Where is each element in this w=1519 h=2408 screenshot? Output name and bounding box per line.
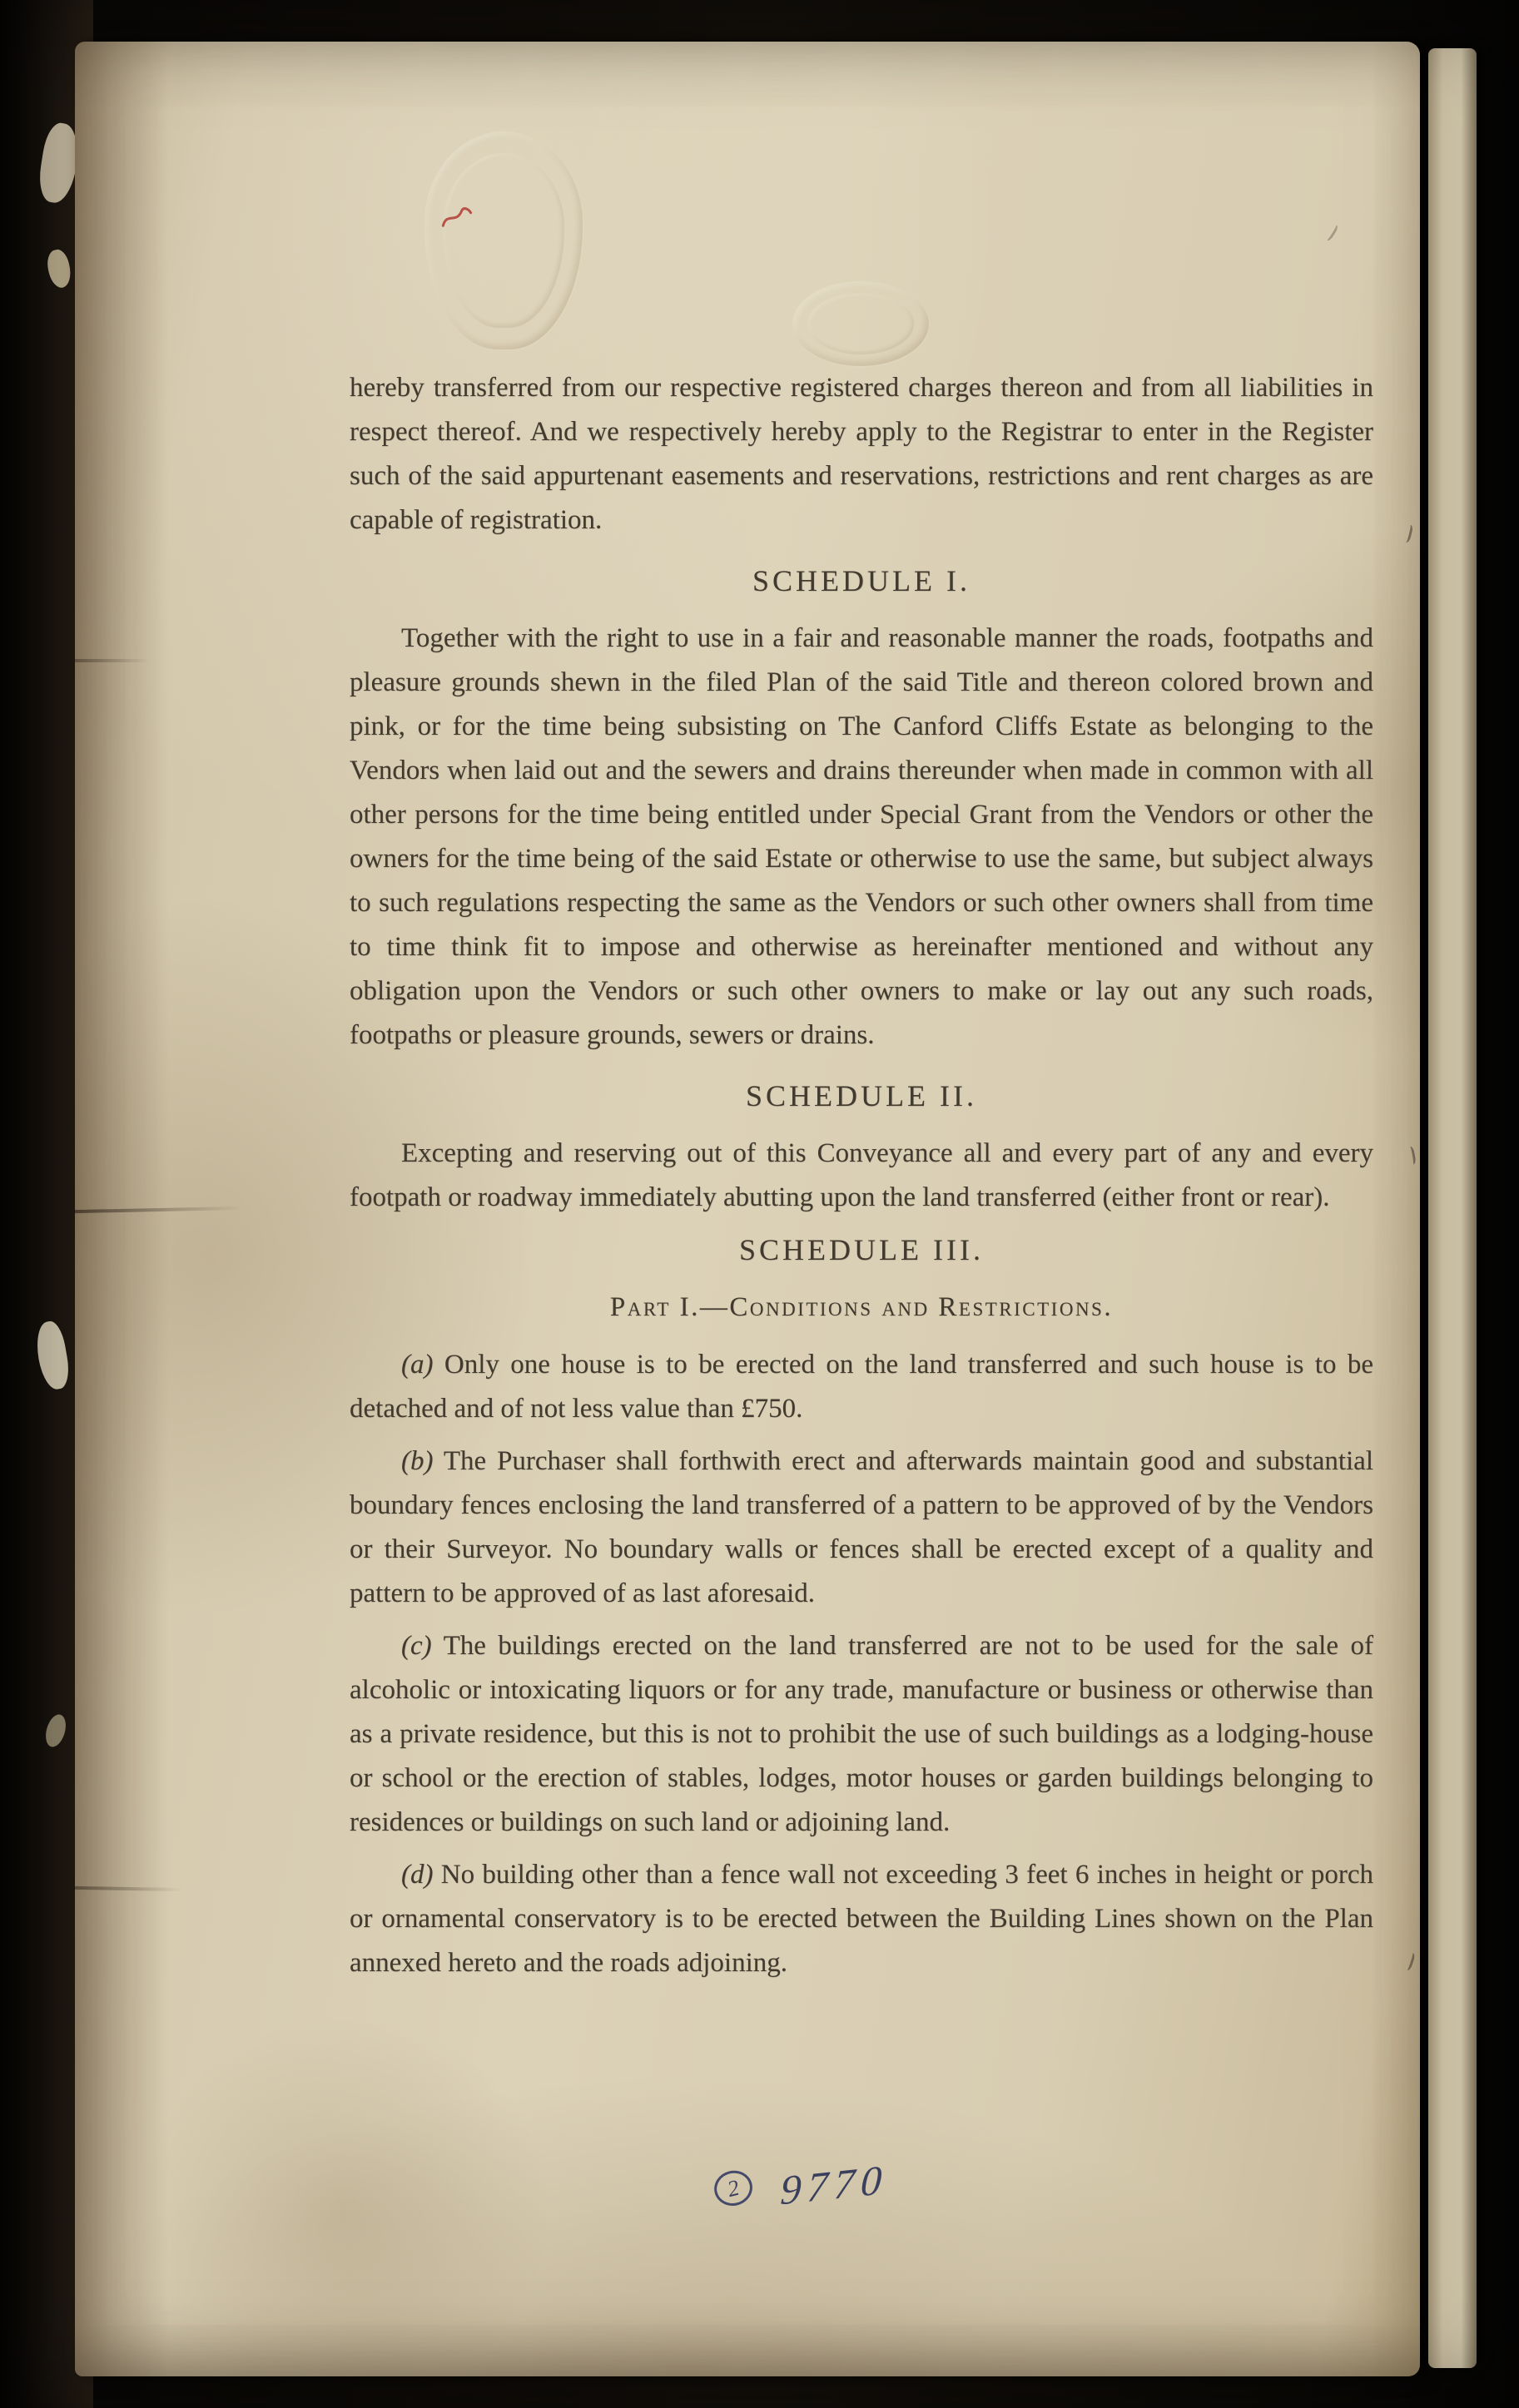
schedule-i-body: Together with the right to use in a fair and reasonable manner the roads, footpaths and pleasure grounds shewn in the filed Plan of the said Title and thereon colored brown and pink, or for the time being subsisting on The Canford Cliffs Estate as belonging to the Vendors when laid out and the sewers and drains thereunder when made in common with all other persons for the time being entitled under Special Grant from the Vendors or other the owners for the time being of the said Estate or otherwise to use the same, but subject always to such regulations respecting the same as the Vendors or such other owners shall from time to time think fit to impose and otherwise as hereinafter mentioned and without any obligation upon the Vendors or such other owners to make or lay out any such roads, footpaths or pleasure grounds, sewers or drains.	[350, 623, 1373, 1050]
clause-c	[350, 1624, 1373, 1845]
margin-mark	[1401, 523, 1413, 543]
red-ink-mark	[437, 202, 477, 235]
clause-a-label: (a)	[401, 1350, 434, 1380]
clause-d	[350, 1853, 1373, 1985]
torn-paper-scrap	[32, 1320, 72, 1392]
margin-mark	[1402, 1951, 1416, 1971]
clause-a-text: Only one house is to be erected on the land transferred and such house is to be detached and of not less value than £750.	[350, 1350, 1374, 1424]
clause-c-label: (c)	[401, 1631, 432, 1661]
schedule-ii-heading: SCHEDULE II.	[746, 1079, 977, 1112]
underlying-page-edge	[1428, 48, 1477, 2368]
torn-paper-scrap	[44, 248, 74, 290]
clause-d-text: No building other than a fence wall not exceeding 3 feet 6 inches in height or porch or ornamental conservatory is to be erected between the Building Lines shown on the Plan annexed hereto and the roads adjoining.	[350, 1860, 1374, 1978]
handwritten-number: 9770	[779, 2155, 889, 2214]
page-crease	[75, 1886, 183, 1891]
clause-b	[350, 1439, 1373, 1616]
document-text	[350, 366, 1373, 1994]
margin-mark	[1405, 1146, 1417, 1165]
page-crease	[75, 1206, 241, 1213]
clause-b-label: (b)	[401, 1446, 434, 1476]
schedule-ii-body: Excepting and reserving out of this Conveyance all and every part of any and every footpath or roadway immediately abutting upon the land transferred (either front or rear).	[350, 1138, 1373, 1212]
circled-page-number: 2	[711, 2167, 757, 2210]
clause-c-text: The buildings erected on the land transferred are not to be used for the sale of alcoholic or intoxicating liquors or for any trade, manufacture or business or otherwise than as a private residence, but this is not to prohibit the use of such buildings as a lodging-house or school or the erection of stables, lodges, motor houses or garden buildings belonging to residences or buildings on such land or adjoining land.	[350, 1631, 1373, 1837]
margin-mark	[1323, 222, 1339, 242]
clause-d-label: (d)	[401, 1860, 434, 1890]
torn-paper-scrap	[42, 1712, 69, 1750]
schedule-iii-heading: SCHEDULE III.	[739, 1233, 984, 1266]
page-crease	[75, 659, 150, 662]
clause-a	[350, 1343, 1373, 1431]
schedule-i-heading: SCHEDULE I.	[752, 564, 970, 597]
intro-paragraph: hereby transferred from our respective registered charges thereon and from all liabilities in respect thereof. And we respectively hereby apply to the Registrar to enter in the Register such of the said appurtenant easements and reservations, restrictions and rent charges as are capable of registration.	[350, 373, 1373, 535]
part-i-heading: Part I.—Conditions and Restrictions.	[609, 1292, 1114, 1322]
red-squiggle-icon	[437, 202, 476, 231]
handwritten-annotation	[713, 2155, 889, 2214]
embossed-oval-stamp	[792, 281, 929, 366]
document-page	[75, 42, 1420, 2376]
embossed-crest-seal	[424, 131, 583, 349]
clause-b-text: The Purchaser shall forthwith erect and afterwards maintain good and substantial boundary fences enclosing the land transferred of a pattern to be approved of by the Vendors or their Surveyor. No boundary walls or fences shall be erected except of a quality and pattern to be approved of as last aforesaid.	[350, 1446, 1373, 1608]
